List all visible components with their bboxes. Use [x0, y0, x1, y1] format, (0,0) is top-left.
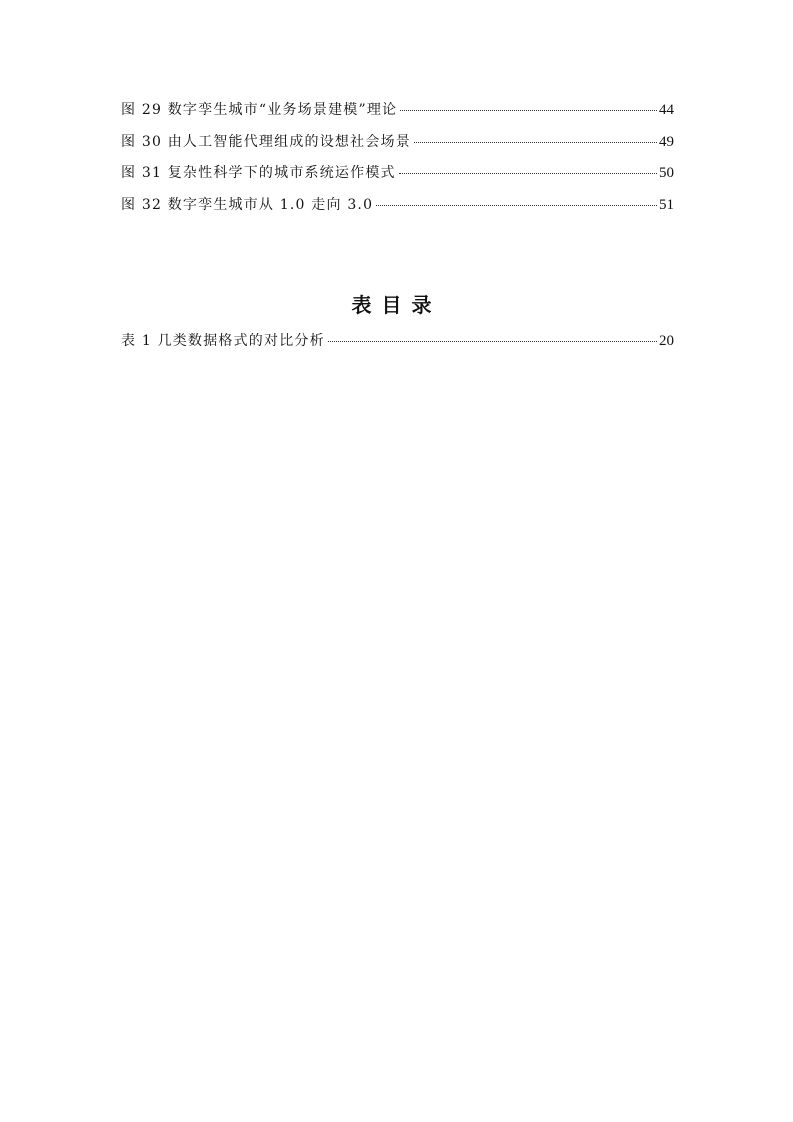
dot-leader	[399, 172, 657, 174]
page-number: 49	[659, 133, 674, 150]
figure-entry-29[interactable]	[121, 98, 674, 130]
page-number: 20	[659, 333, 674, 349]
figure-entry-31[interactable]	[121, 161, 674, 193]
page-number: 50	[659, 165, 674, 181]
entry-title: 图 29 数字孪生城市“业务场景建模”理论	[121, 102, 398, 118]
entry-title: 表 1 几类数据格式的对比分析	[121, 333, 325, 349]
figure-entry-32[interactable]	[121, 193, 674, 225]
dot-leader	[376, 204, 657, 206]
dot-leader	[400, 109, 657, 111]
table-entry-1[interactable]	[121, 329, 674, 361]
dot-leader	[328, 340, 657, 342]
table-list-heading: 表目录	[351, 293, 442, 317]
entry-title: 图 31 复杂性科学下的城市系统运作模式	[121, 165, 396, 181]
page-number: 44	[659, 102, 674, 118]
page-number: 51	[659, 196, 674, 213]
entry-title: 图 32 数字孪生城市从 1.0 走向 3.0	[121, 196, 374, 213]
entry-title: 图 30 由人工智能代理组成的设想社会场景	[121, 133, 411, 150]
figure-list	[121, 98, 674, 224]
table-list	[121, 329, 674, 361]
figure-entry-30[interactable]	[121, 130, 674, 162]
dot-leader	[414, 141, 657, 143]
